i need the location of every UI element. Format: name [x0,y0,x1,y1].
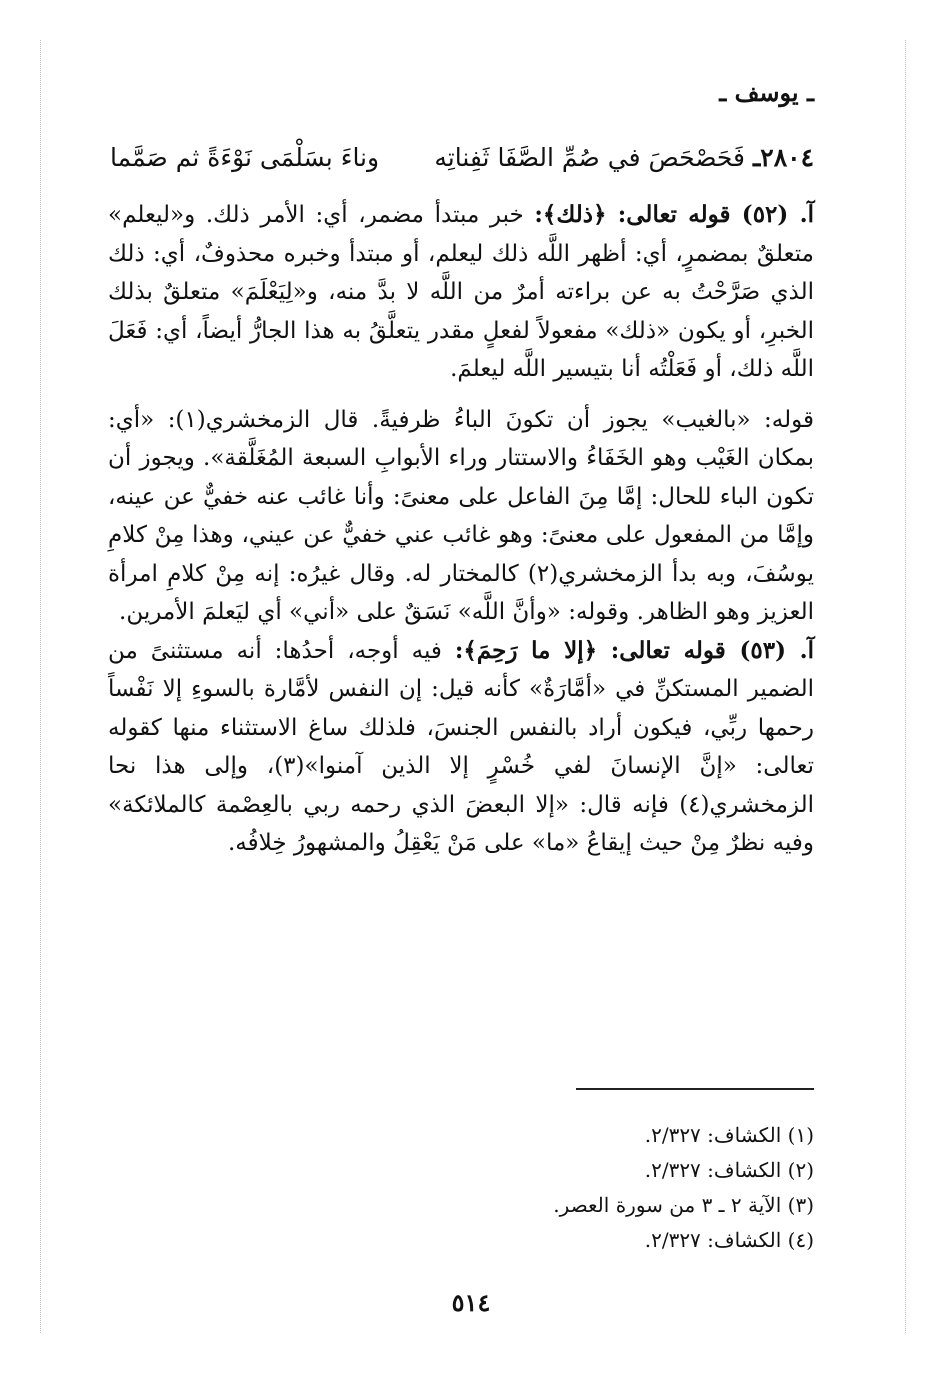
paragraph-verse-53 [108,632,814,863]
footnote-2: (٢) الكشاف: ٢/٣٢٧. [644,1158,814,1182]
verse-number: ٢٨٠٤ـ [752,143,814,172]
left-margin-guide [40,40,41,1333]
paragraph-bil-ghayb [108,401,814,632]
footnotes [300,1118,814,1258]
verse-hemistich-2: وناءَ بسَلْمَى نَوْءَةً ثم صَمَّما [110,143,380,172]
paragraph-text: فيه أوجه، أحدُها: أنه مستثنىً من الضمير المستكنِّ في «أمَّارَةٌ» كأنه قيل: إن النفس لأمَّارة بالسوءِ إلا نَفْساً رحمها ربِّي، فيكون أراد بالنفس الجنسَ، فلذلك ساغ الاستثناء منها كقوله تعالى: «إنَّ الإنسانَ لفي خُسْرٍ إلا الذين آمنوا»(٣)، وإلى هذا نحا الزمخشري(٤) فإنه قال: «إلا البعضَ الذي رحمه ربي بالعِصْمة كالملائكة» وفيه نظرٌ مِنْ حيث إيقاعُ «ما» على مَنْ يَعْقِلُ والمشهورُ خِلافُه. [108,637,814,856]
paragraph-text: خبر مبتدأ مضمر، أي: الأمر ذلك. و«ليعلم» متعلقٌ بمضمرٍ، أي: أظهر اللَّه ذلك ليعلم، أو مبتدأ وخبره محذوفٌ، أي: ذلك الذي صَرَّحْتُ به عن براءته أمرٌ من اللَّه لا بدَّ منه، و«لِيَعْلَمَ» متعلقٌ بذلك الخبرِ، أو يكون «ذلك» مفعولاً لفعلٍ مقدر يتعلَّقُ به هذا الجارُّ أيضاً، أي: فَعَلَ اللَّه ذلك، أو فَعَلْتُه أنا بتيسير اللَّه ليعلمَ. [108,202,814,382]
paragraph-lead: آ. (٥٣) قوله تعالى: ﴿إلا ما رَحِمَ﴾: [454,636,815,664]
poetry-verse [110,138,814,178]
footnote-divider [576,1088,814,1090]
commentary-body [108,196,814,863]
footnote-1: (١) الكشاف: ٢/٣٢٧. [644,1123,814,1147]
page-number: ٥١٤ [451,1288,491,1317]
right-margin-guide [905,40,906,1333]
footnote-3: (٣) الآية ٢ ـ ٣ من سورة العصر. [553,1193,814,1217]
footnote-4: (٤) الكشاف: ٢/٣٢٧. [644,1228,814,1252]
paragraph-lead: آ. (٥٢) قوله تعالى: ﴿ذلك﴾: [534,201,815,228]
paragraph-text: قوله: «بالغيب» يجوز أن تكونَ الباءُ ظرفيةً. قال الزمخشري(١): «أي: بمكان الغَيْب وهو الخَفَاءُ والاستتار وراء الأبوابِ السبعة المُغَلَّقة». ويجوز أن تكون الباء للحال: إمَّا مِنَ الفاعل على معنىً: وأنا غائب عنه خفيٌّ عن عينه، وإمَّا من المفعول على معنىً: وهو غائب عني خفيٌّ عن عيني، وهذا مِنْ كلامِ يوسُفَ، وبه بدأ الزمخشري(٢) كالمختار له. وقال غيرُه: إنه مِنْ كلامِ امرأة العزيز وهو الظاهر. وقوله: «وأنَّ اللَّه» نَسَقٌ على «أني» أي ليَعلمَ الأمرين. [108,406,815,625]
verse-hemistich-1: فَحَصْحَصَ في صُمِّ الصَّفَا ثَفِناتِه [434,143,745,172]
paragraph-verse-52 [108,196,814,389]
running-header: ـ يوسف ـ [719,78,814,107]
verse-first-hemistich [434,138,814,178]
